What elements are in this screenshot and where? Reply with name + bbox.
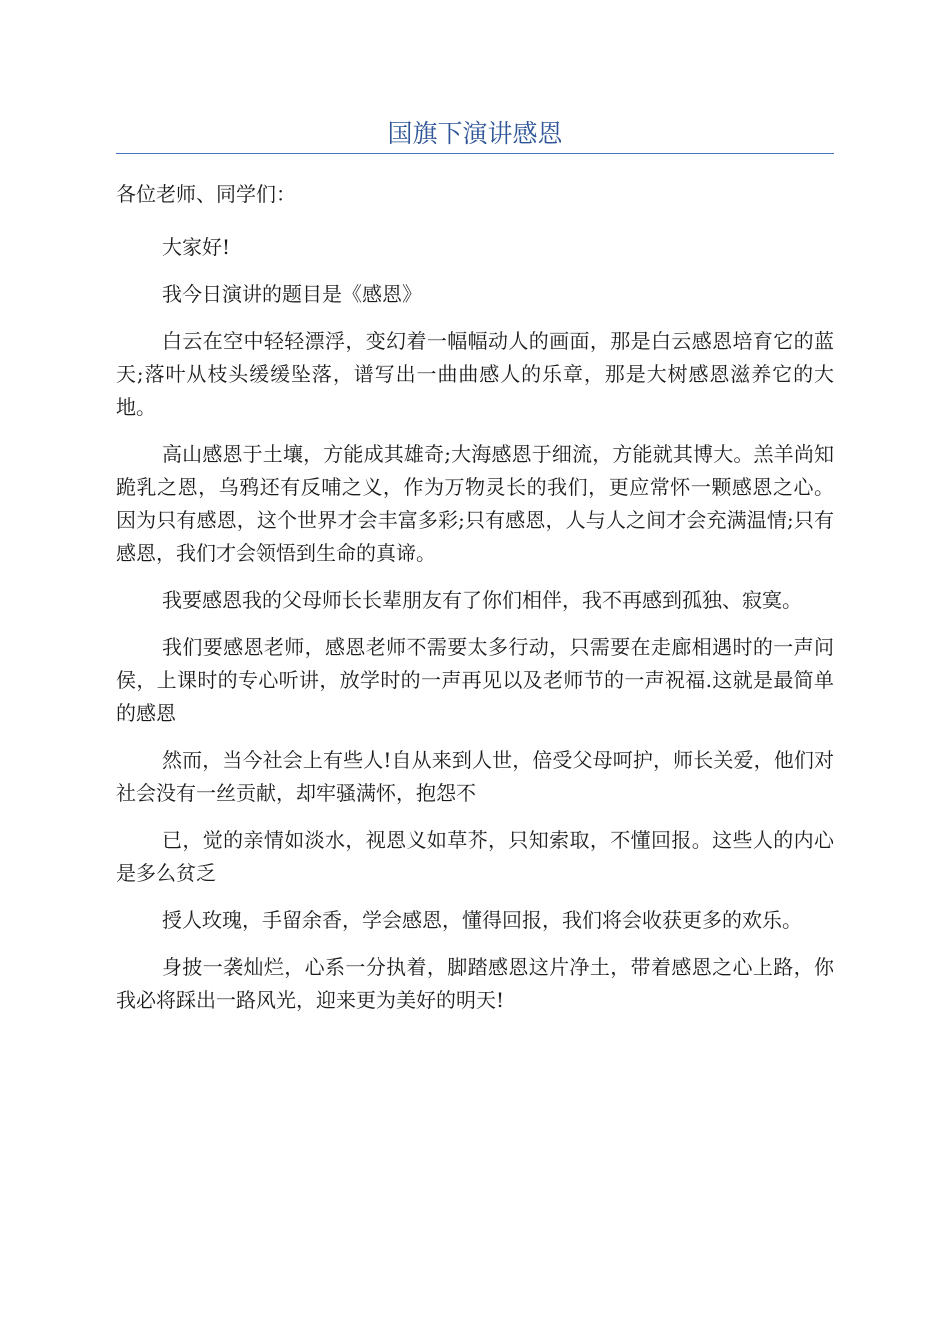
paragraph: 授人玫瑰，手留余香，学会感恩，懂得回报，我们将会收获更多的欢乐。 (162, 908, 802, 932)
paragraph: 高山感恩于土壤，方能成其雄奇;大海感恩于细流，方能就其博大。羔羊尚知跪乳之恩，乌鸦还有反哺之义，作为万物灵长的我们，更应常怀一颗感恩之心。因为只有感恩，这个世界才会丰富多彩;只有感恩，人与人之间才会充满温情;只有感恩，我们才会领悟到生命的真谛。 (116, 442, 834, 565)
paragraph: 然而，当今社会上有些人!自从来到人世，倍受父母呵护，师长关爱，他们对社会没有一丝贡献，却牢骚满怀，抱怨不 (116, 748, 834, 805)
paragraph: 我们要感恩老师，感恩老师不需要太多行动，只需要在走廊相遇时的一声问侯，上课时的专心听讲，放学时的一声再见以及老师节的一声祝福.这就是最简单的感恩 (116, 635, 834, 725)
page-title: 国旗下演讲感恩 (387, 119, 563, 148)
paragraph: 我要感恩我的父母师长长辈朋友有了你们相伴，我不再感到孤独、寂寞。 (162, 588, 802, 612)
paragraph: 已，觉的亲情如淡水，视恩义如草芥，只知索取，不懂回报。这些人的内心是多么贫乏 (116, 828, 834, 885)
title-divider (116, 153, 834, 154)
salutation: 各位老师、同学们： (116, 182, 296, 206)
paragraph: 白云在空中轻轻漂浮，变幻着一幅幅动人的画面，那是白云感恩培育它的蓝天;落叶从枝头缓缓坠落，谱写出一曲曲感人的乐章，那是大树感恩滋养它的大地。 (116, 329, 834, 419)
paragraph-closing: 身披一袭灿烂，心系一分执着，脚踏感恩这片净土，带着感恩之心上路，你我必将踩出一路风光，迎来更为美好的明天! (116, 955, 834, 1012)
paragraph-greeting: 大家好! (162, 235, 231, 259)
paragraph-topic: 我今日演讲的题目是《感恩》 (162, 282, 422, 306)
document-body (116, 178, 834, 1031)
